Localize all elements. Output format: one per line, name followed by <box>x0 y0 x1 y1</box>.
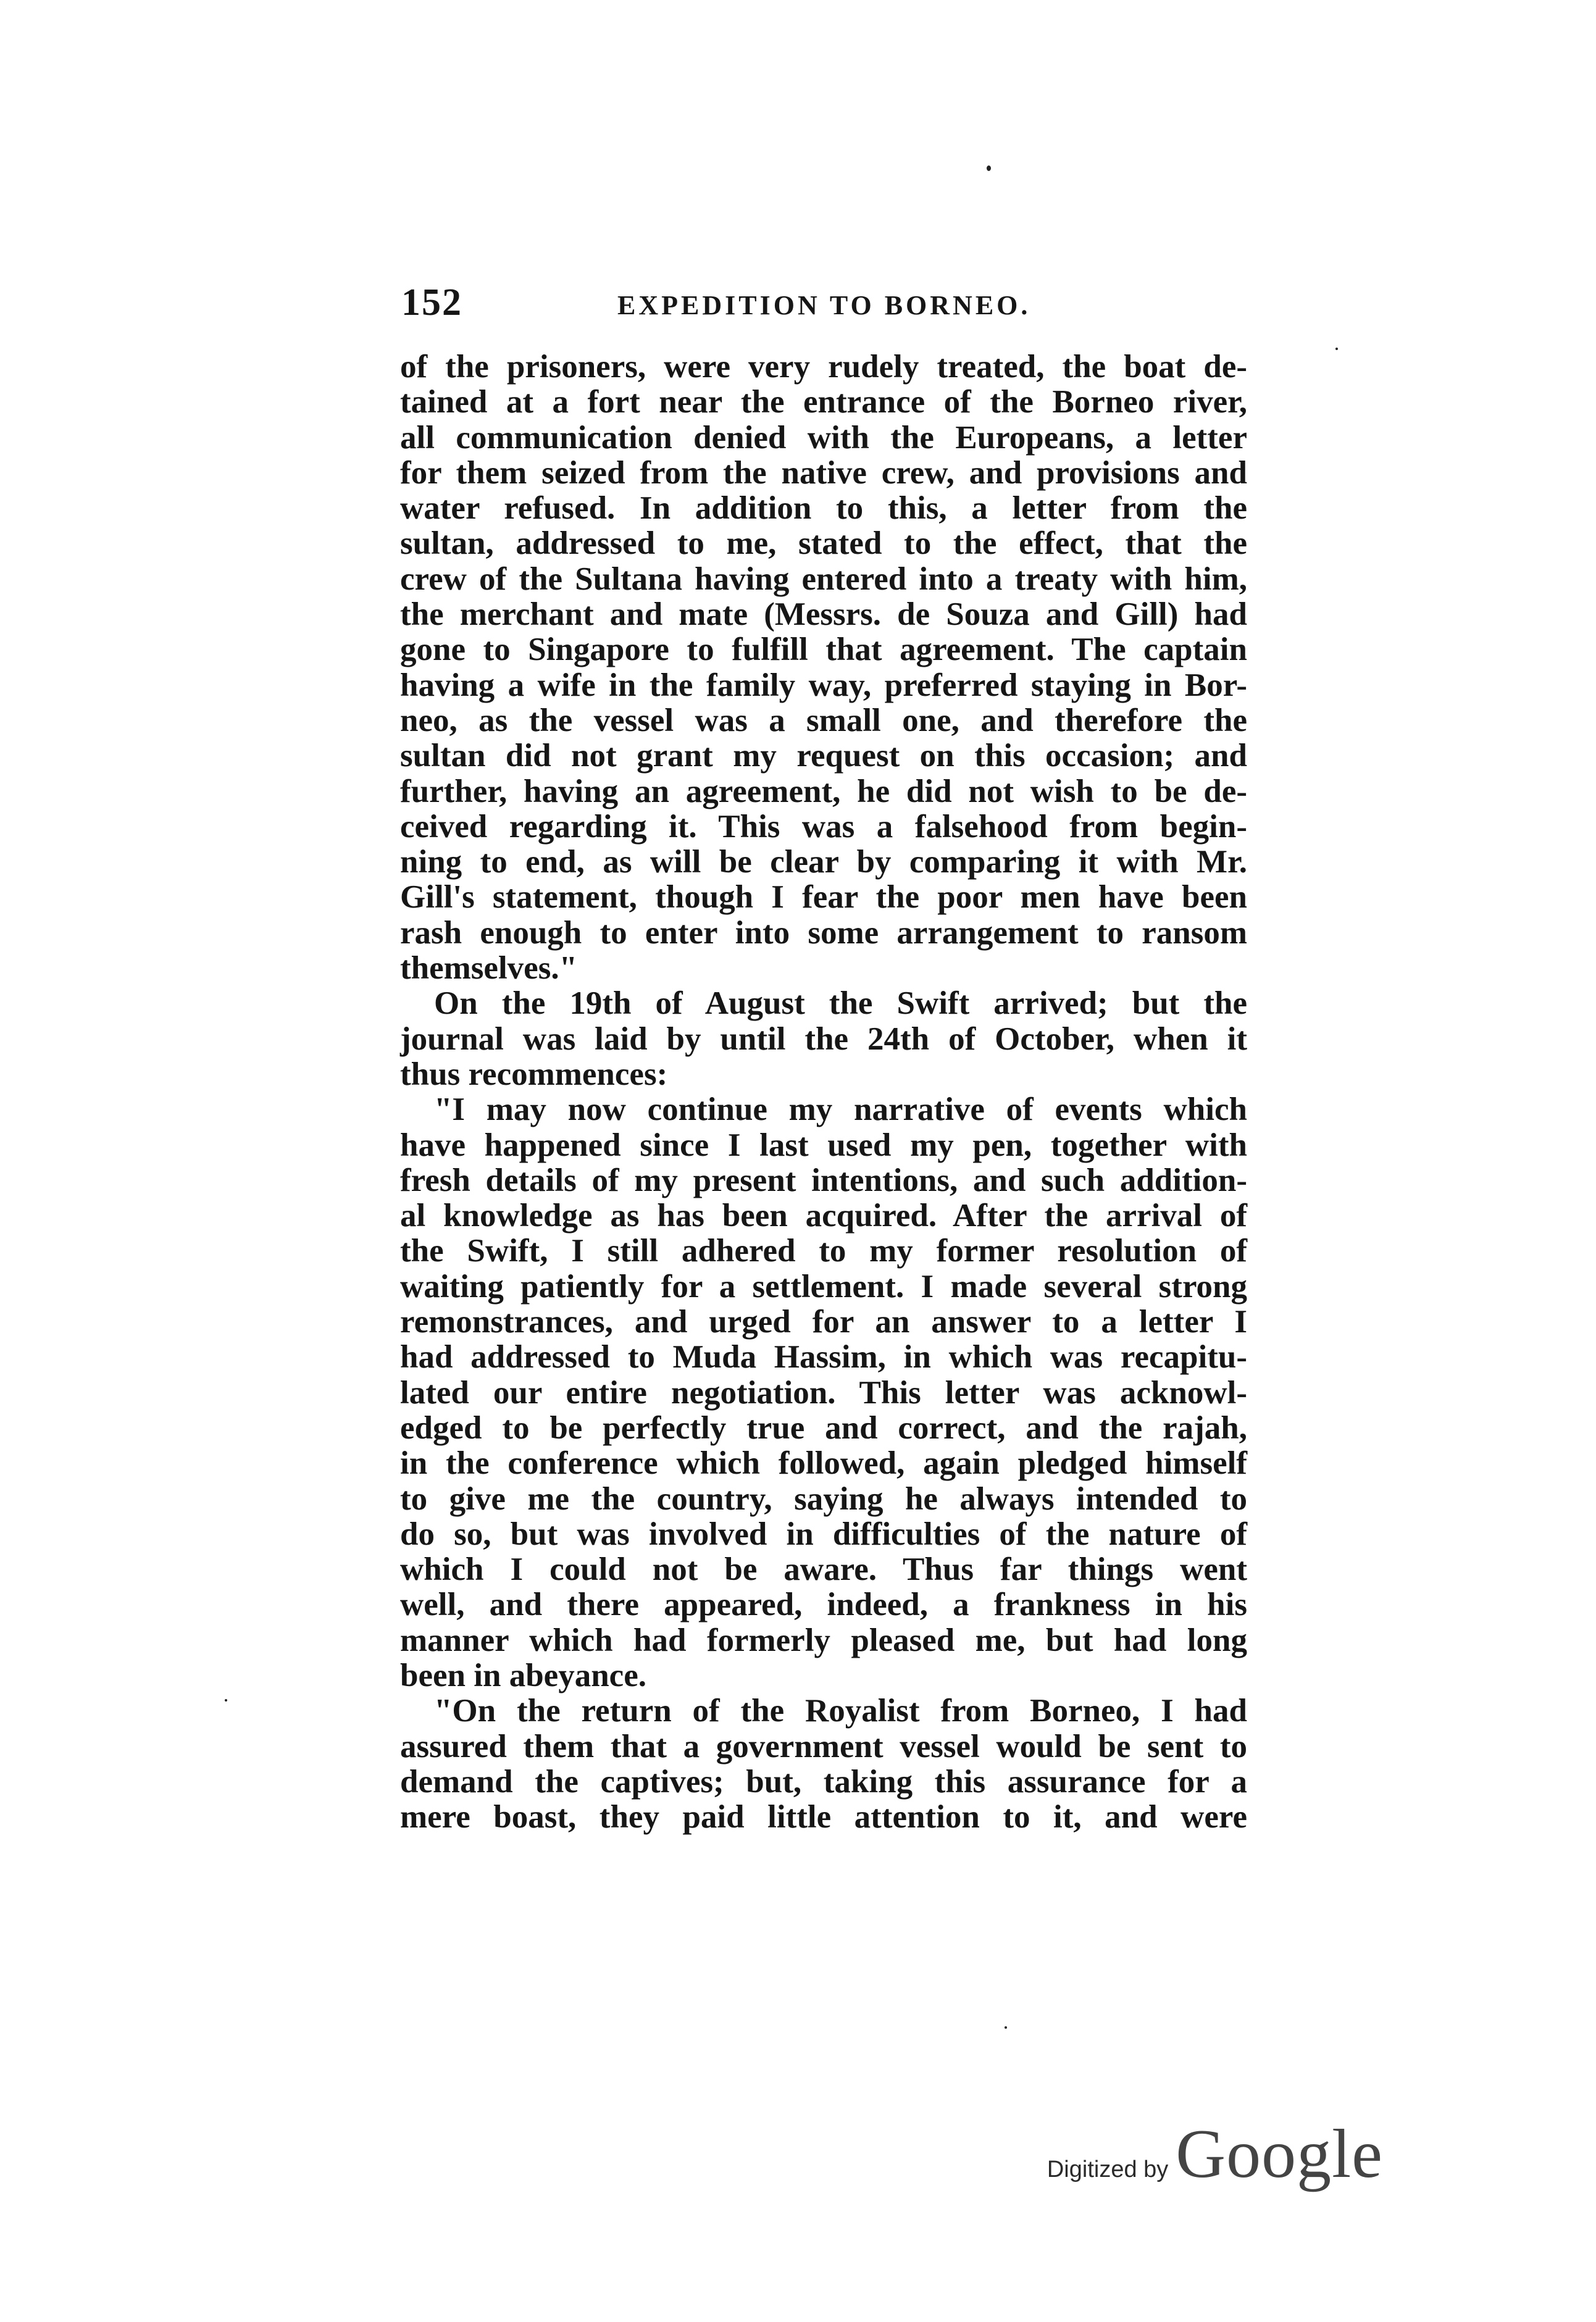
text-line: themselves." <box>400 950 577 987</box>
text-line: ceived regarding it. This was a falsehood from begin- <box>400 808 1247 845</box>
text-line: further, having an agreement, he did not wish to be de- <box>400 773 1247 809</box>
text-line: in the conference which followed, again pledged himself <box>400 1445 1247 1482</box>
text-line: journal was laid by until the 24th of October, when it <box>400 1021 1247 1057</box>
digitized-by-google-watermark <box>1047 2115 1383 2195</box>
text-line: all communication denied with the Europeans, a letter <box>400 419 1247 456</box>
text-line: well, and there appeared, indeed, a frankness in his <box>400 1587 1247 1623</box>
text-line: neo, as the vessel was a small one, and therefore the <box>400 702 1247 738</box>
text-line: manner which had formerly pleased me, but had long <box>400 1622 1247 1658</box>
text-line: "On the return of the Royalist from Borneo, I had <box>434 1693 1247 1729</box>
text-line: thus recommences: <box>400 1056 668 1092</box>
text-line: rash enough to enter into some arrangement to ransom <box>400 914 1247 951</box>
scan-speck <box>1005 2026 1007 2029</box>
text-line: remonstrances, and urged for an answer to a letter I <box>400 1304 1247 1340</box>
scan-speck <box>225 1699 227 1702</box>
text-line: waiting patiently for a settlement. I made several strong <box>400 1268 1247 1305</box>
google-logo: Google <box>1176 2116 1383 2192</box>
scan-speck <box>987 165 991 171</box>
text-line: having a wife in the family way, preferred staying in Bor- <box>400 667 1247 703</box>
text-line: the merchant and mate (Messrs. de Souza and Gill) had <box>400 596 1247 633</box>
page-header <box>401 281 1297 330</box>
text-line: mere boast, they paid little attention to it, and were <box>400 1799 1247 1835</box>
text-line: demand the captives; but, taking this assurance for a <box>400 1763 1247 1800</box>
text-line: water refused. In addition to this, a letter from the <box>400 490 1247 527</box>
text-line: gone to Singapore to fulfill that agreement. The captain <box>400 632 1247 668</box>
text-line: do so, but was involved in difficulties of the nature of <box>400 1516 1247 1552</box>
body-text <box>400 349 1247 1835</box>
page-number: 152 <box>401 282 462 324</box>
text-line: tained at a fort near the entrance of the Borneo river, <box>400 384 1247 420</box>
text-line: of the prisoners, were very rudely treated, the boat de- <box>400 349 1247 385</box>
text-line: have happened since I last used my pen, together with <box>400 1127 1247 1163</box>
text-line: for them seized from the native crew, and provisions and <box>400 454 1247 491</box>
scan-speck <box>1335 348 1338 350</box>
text-line: crew of the Sultana having entered into a treaty with him, <box>400 561 1247 597</box>
text-line: lated our entire negotiation. This letter was acknowl- <box>400 1374 1247 1411</box>
running-head: EXPEDITION TO BORNEO. <box>617 290 1031 320</box>
text-line: "I may now continue my narrative of events which <box>434 1092 1247 1128</box>
text-line: had addressed to Muda Hassim, in which was recapitu- <box>400 1339 1247 1376</box>
text-line: Gill's statement, though I fear the poor men have been <box>400 879 1247 916</box>
text-line: edged to be perfectly true and correct, and the rajah, <box>400 1409 1247 1446</box>
text-line: sultan, addressed to me, stated to the effect, that the <box>400 525 1247 562</box>
text-line: ning to end, as will be clear by comparing it with Mr. <box>400 844 1247 880</box>
text-line: which I could not be aware. Thus far things went <box>400 1551 1247 1588</box>
text-line: to give me the country, saying he always intended to <box>400 1480 1247 1517</box>
text-line: fresh details of my present intentions, and such addition- <box>400 1162 1247 1198</box>
text-line: sultan did not grant my request on this occasion; and <box>400 738 1247 774</box>
text-line: been in abeyance. <box>400 1657 646 1693</box>
text-line: al knowledge as has been acquired. After the arrival of <box>400 1198 1247 1234</box>
text-line: the Swift, I still adhered to my former resolution of <box>400 1233 1247 1269</box>
text-line: On the 19th of August the Swift arrived; but the <box>434 985 1247 1022</box>
text-line: assured them that a government vessel would be sent to <box>400 1728 1247 1764</box>
watermark-prefix: Digitized by <box>1047 2157 1169 2182</box>
